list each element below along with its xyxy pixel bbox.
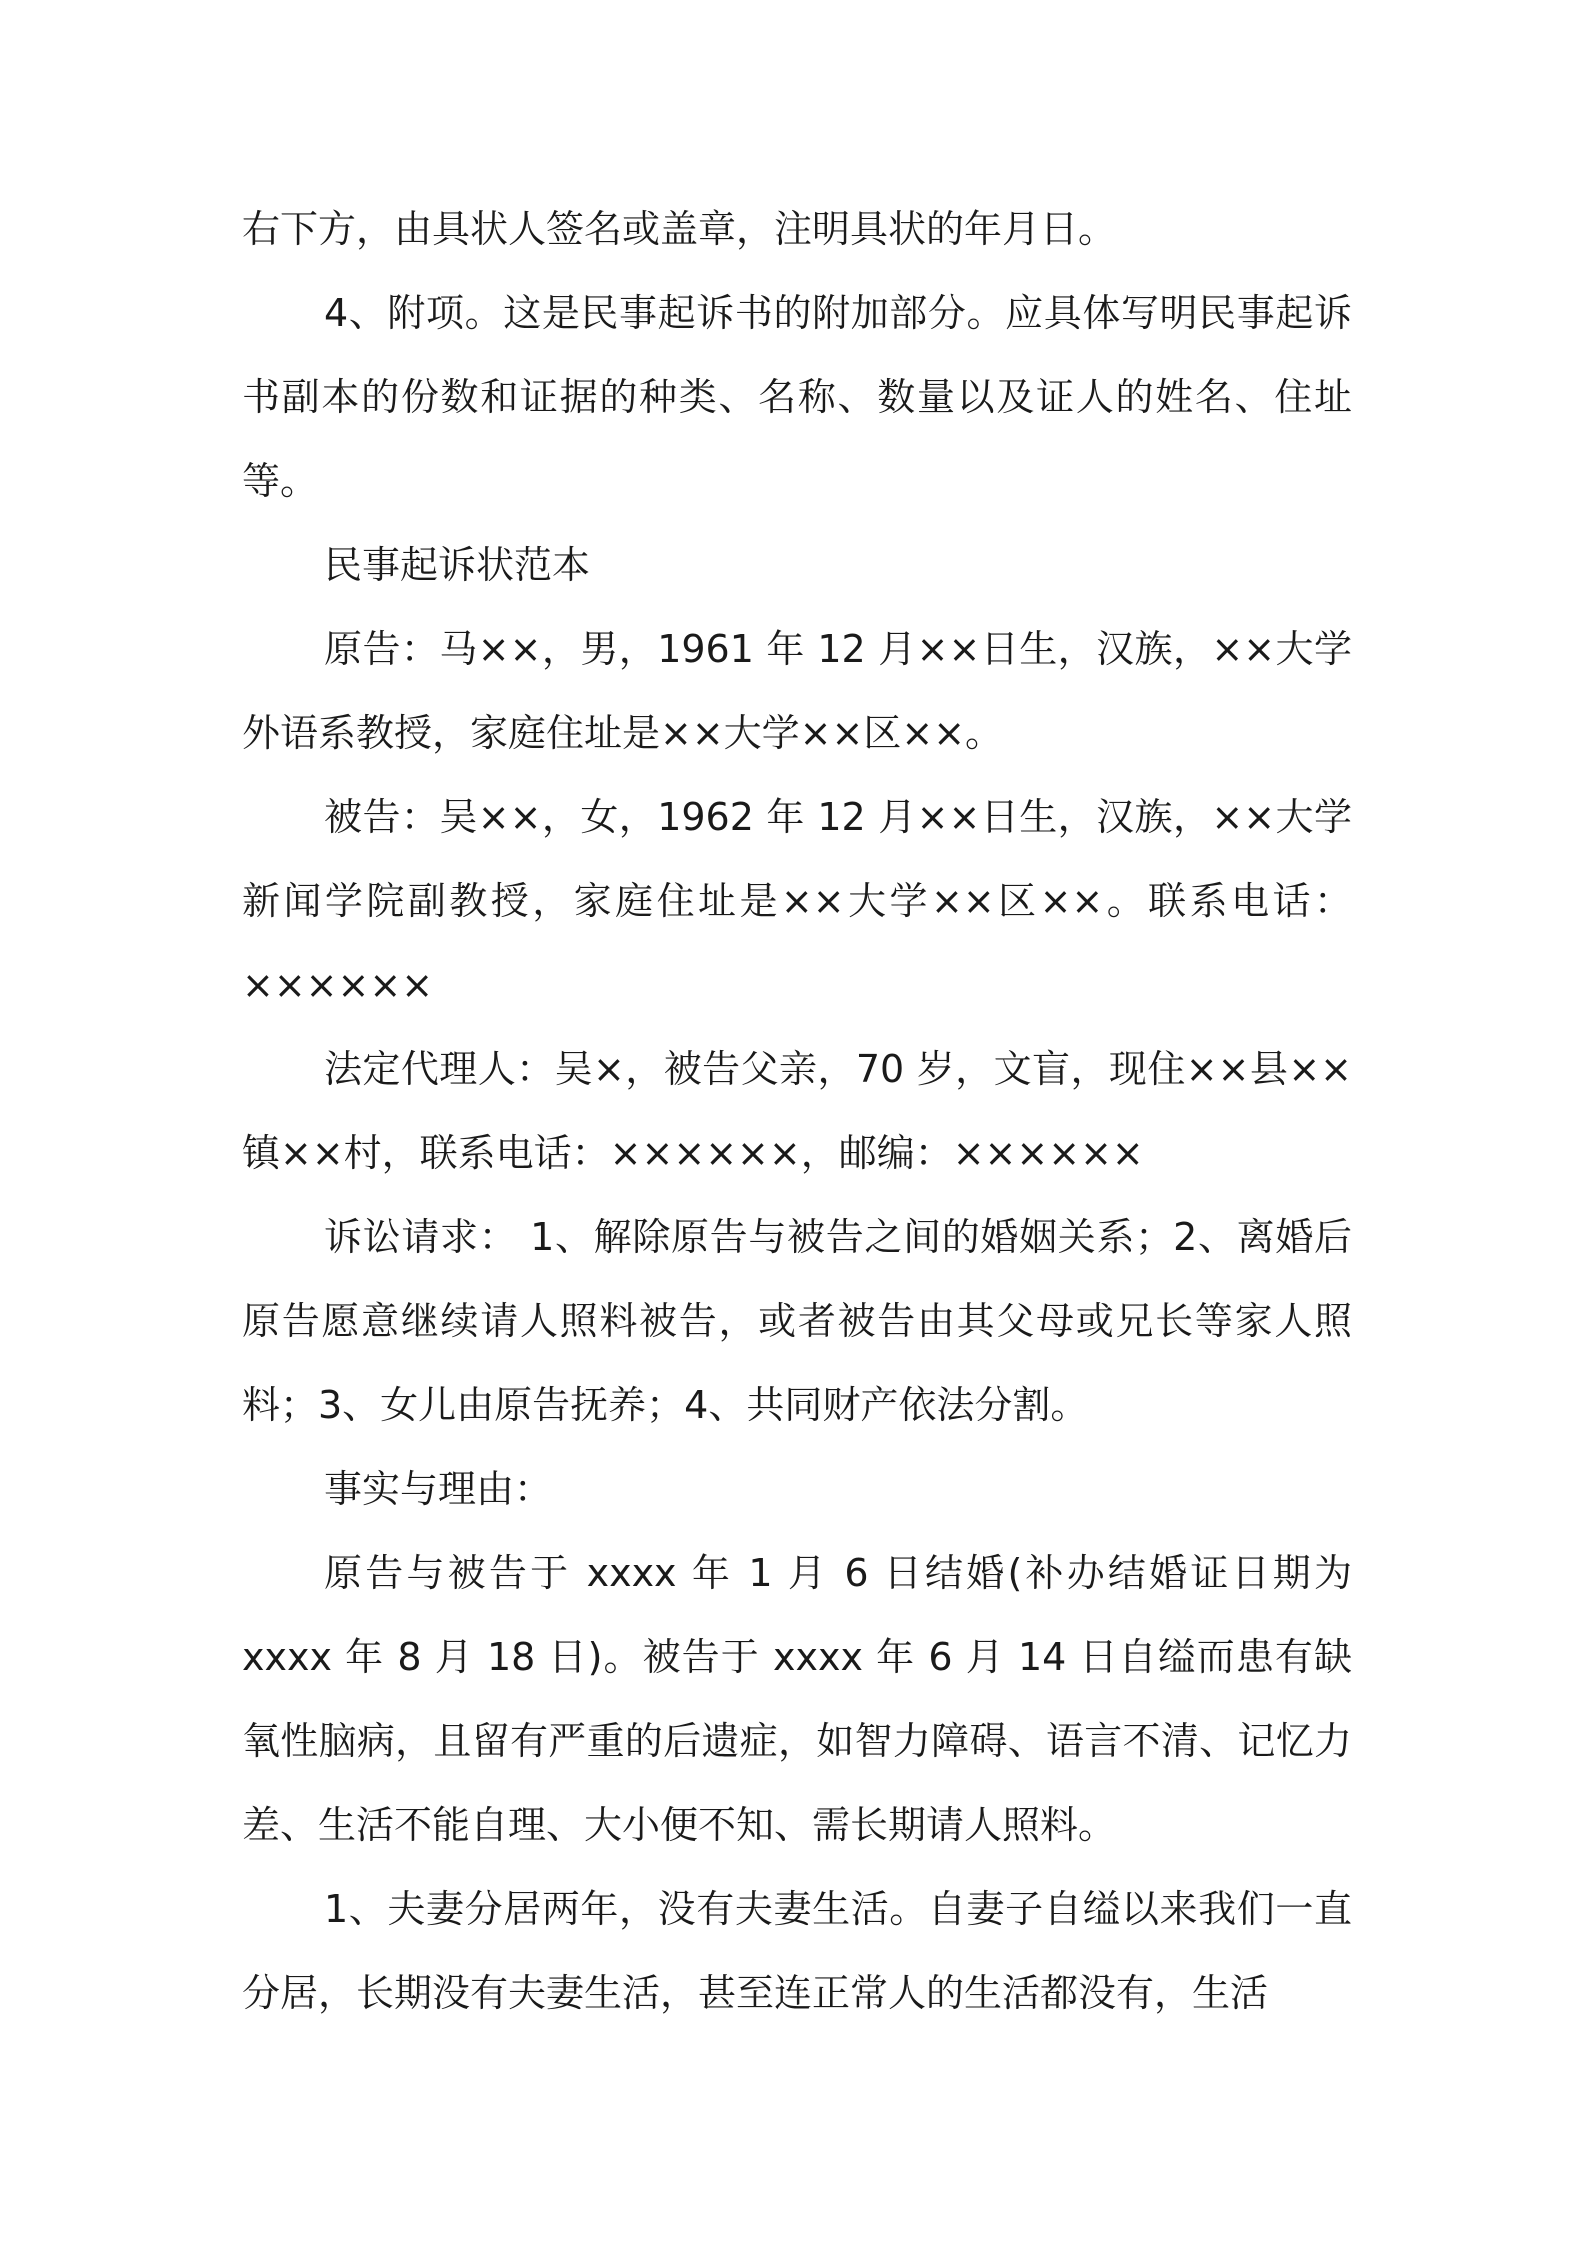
paragraph-defendant: 被告：吴××，女，1962 年 12 月××日生，汉族，××大学新闻学院副教授，家庭住址是××大学××区××。联系电话：×××××× (242, 795, 1352, 1007)
paragraph-legal-representative: 法定代理人：吴×，被告父亲，70 岁，文盲，现住××县××镇××村，联系电话：××××××，邮编：×××××× (242, 1047, 1352, 1175)
paragraph-claims: 诉讼请求： 1、解除原告与被告之间的婚姻关系；2、离婚后原告愿意继续请人照料被告，或者被告由其父母或兄长等家人照料；3、女儿由原告抚养；4、共同财产依法分割。 (242, 1215, 1352, 1427)
section-title-facts: 事实与理由： (324, 1467, 553, 1511)
paragraph-reason-1: 1、夫妻分居两年，没有夫妻生活。自妻子自缢以来我们一直分居，长期没有夫妻生活，甚至连正常人的生活都没有，生活 (242, 1887, 1352, 2015)
paragraph-attachments: 4、附项。这是民事起诉书的附加部分。应具体写明民事起诉书副本的份数和证据的种类、名称、数量以及证人的姓名、住址等。 (242, 291, 1352, 503)
paragraph-facts: 原告与被告于 xxxx 年 1 月 6 日结婚(补办结婚证日期为 xxxx 年 8 月 18 日)。被告于 xxxx 年 6 月 14 日自缢而患有缺氧性脑病，且留有严重的后遗症，如智力障碍、语言不清、记忆力差、生活不能自理、大小便不知、需长期请人照料。 (242, 1551, 1352, 1847)
document-body (242, 187, 1352, 2035)
paragraph-plaintiff: 原告：马××，男，1961 年 12 月××日生，汉族，××大学外语系教授，家庭住址是××大学××区××。 (242, 627, 1352, 755)
paragraph-signature-note: 右下方，由具状人签名或盖章，注明具状的年月日。 (242, 207, 1117, 251)
section-title-template: 民事起诉状范本 (324, 543, 591, 587)
